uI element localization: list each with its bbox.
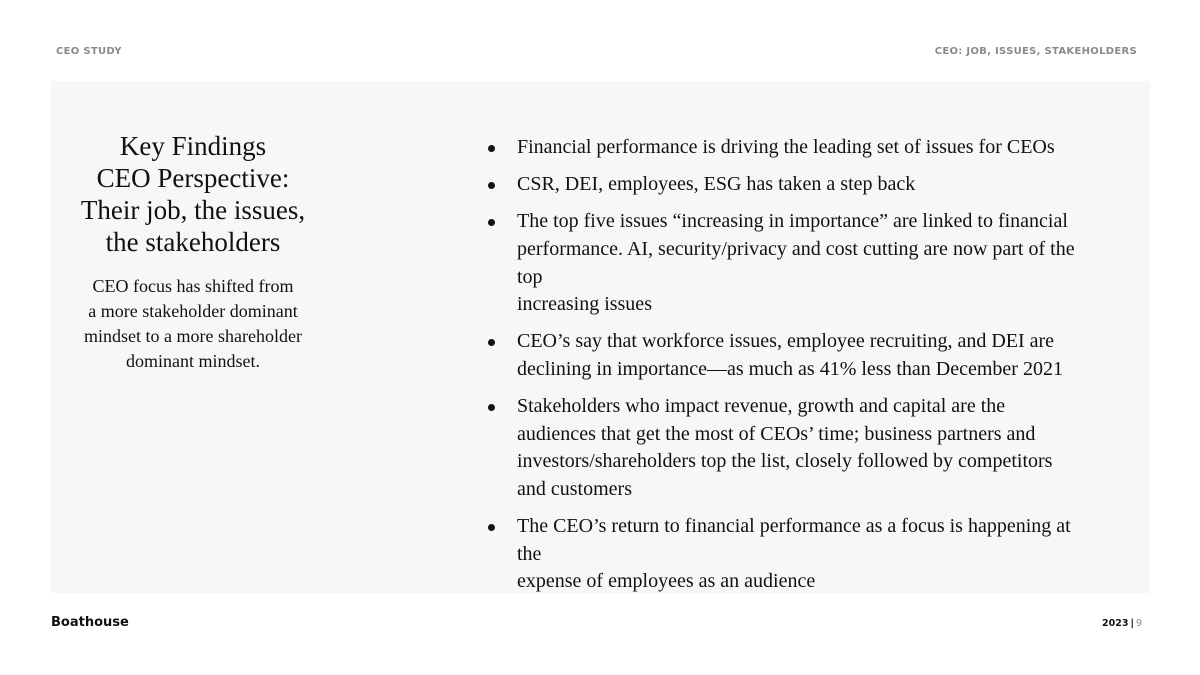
finding-item: CEO’s say that workforce issues, employee recruiting, and DEI are declining in importance—as much as 41% less than December 2021 [488,328,1088,383]
bullet-dot-icon [488,182,495,189]
summary-line: CEO focus has shifted from [92,276,294,296]
section-label: CEO STUDY [56,46,122,57]
brand-logo-text: Boathouse [51,615,129,630]
heading-line: Their job, the issues, [80,195,306,225]
page-separator: | [1130,618,1134,629]
key-findings-summary [57,274,329,374]
bullet-dot-icon [488,339,495,346]
finding-item: The CEO’s return to financial performance as a focus is happening at the expense of employees as an audience [488,513,1088,596]
finding-item: CSR, DEI, employees, ESG has taken a step back [488,171,1088,199]
heading-line: the stakeholders [105,227,281,257]
summary-line: dominant mindset. [126,351,260,371]
bullet-dot-icon [488,219,495,226]
heading-line: Key Findings [119,131,267,161]
key-findings-heading [57,130,329,258]
key-findings-block [57,130,329,374]
bullet-dot-icon [488,145,495,152]
finding-item: Financial performance is driving the leading set of issues for CEOs [488,134,1088,162]
page-info [1102,618,1142,629]
bullet-dot-icon [488,404,495,411]
bullet-dot-icon [488,524,495,531]
year-label: 2023 [1102,618,1129,629]
summary-line: a more stakeholder dominant [88,301,298,321]
summary-line: mindset to a more shareholder [84,326,302,346]
finding-item: Stakeholders who impact revenue, growth and capital are the audiences that get the most of CEOs’ time; business partners and investors/shareholders top the list, closely followed by competitors and customers [488,393,1088,503]
heading-line: CEO Perspective: [96,163,290,193]
findings-list [488,134,1088,605]
finding-item: The top five issues “increasing in importance” are linked to financial performance. AI, security/privacy and cost cutting are now part of the top increasing issues [488,208,1088,318]
slide-topic-label: CEO: JOB, ISSUES, STAKEHOLDERS [934,46,1137,57]
page-number: 9 [1135,618,1142,629]
